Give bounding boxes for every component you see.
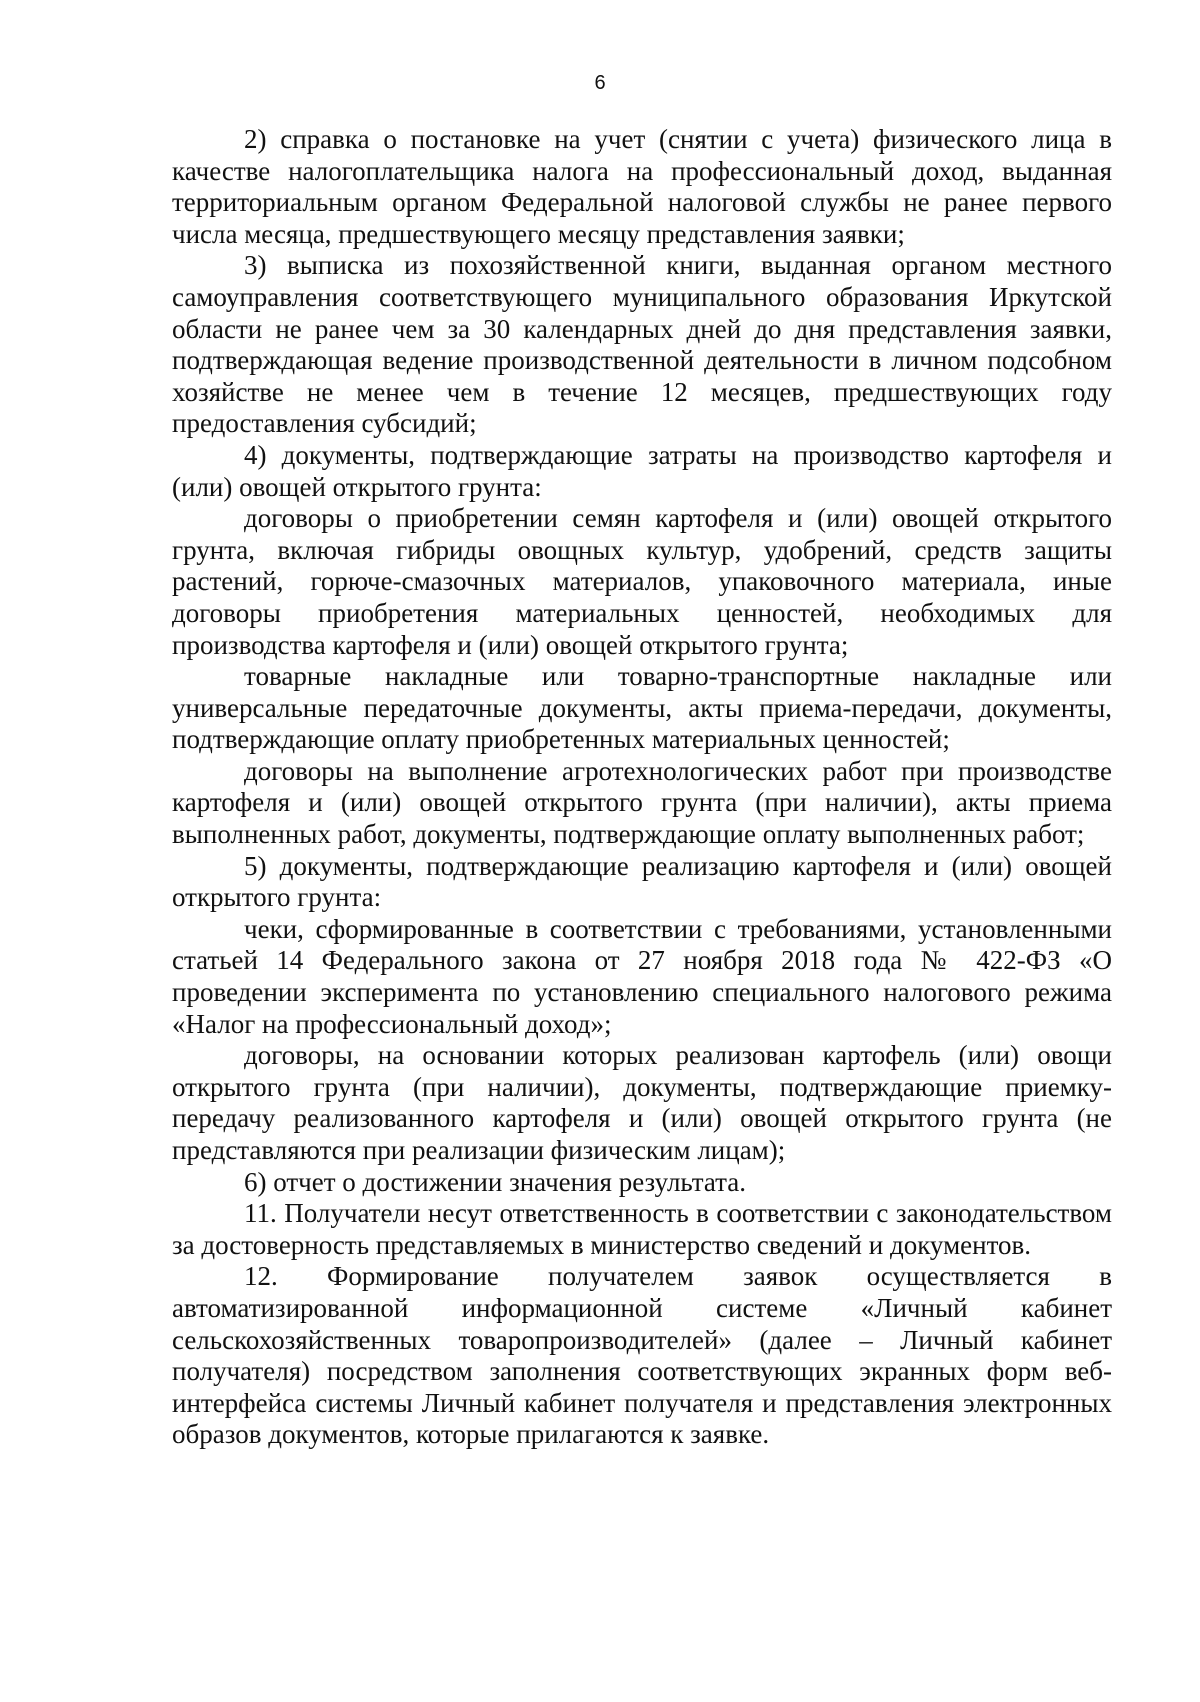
- paragraph-item-4: 4) документы, подтверждающие затраты на производство картофеля и (или) овощей открытого грунта:: [172, 439, 1112, 502]
- paragraph-receipts: чеки, сформированные в соответствии с требованиями, установленными статьей 14 Федерального закона от 27 ноября 2018 года № 422-ФЗ «О проведении эксперимента по установлению специального налогового режима «Налог на профессиональный доход»;: [172, 913, 1112, 1039]
- paragraph-section-11: 11. Получатели несут ответственность в соответствии с законодательством за достоверность представляемых в министерство сведений и документов.: [172, 1198, 1112, 1260]
- paragraph-item-3: 3) выписка из похозяйственной книги, выданная органом местного самоуправления соответствующего муниципального образования Иркутской области не ранее чем за 30 календарных дней до дня представления заявки, подтверждающая ведение производственной деятельности в личном подсобном хозяйстве не менее чем в течение 12 месяцев, предшествующих году предоставления субсидий;: [172, 250, 1112, 439]
- document-body: [172, 124, 1112, 1451]
- paragraph-item-2: 2) справка о постановке на учет (снятии с учета) физического лица в качестве налогоплательщика налога на профессиональный доход, выданная территориальным органом Федеральной налоговой службы не ранее первого числа месяца, предшествующего месяцу представления заявки;: [172, 124, 1112, 249]
- page-number: 6: [594, 72, 606, 94]
- paragraph-section-12: 12. Формирование получателем заявок осуществляется в автоматизированной информационной системе «Личный кабинет сельскохозяйственных товаропроизводителей» (далее – Личный кабинет получателя) посредством заполнения соответствующих экранных форм веб-интерфейса системы Личный кабинет получателя и представления электронных образов документов, которые прилагаются к заявке.: [172, 1261, 1112, 1450]
- paragraph-agrotech-contracts: договоры на выполнение агротехнологических работ при производстве картофеля и (или) овощей открытого грунта (при наличии), акты приема выполненных работ, документы, подтверждающие оплату выполненных работ;: [172, 755, 1112, 850]
- paragraph-item-6: 6) отчет о достижении значения результата.: [244, 1166, 746, 1197]
- paragraph-purchase-contracts: договоры о приобретении семян картофеля и (или) овощей открытого грунта, включая гибриды овощных культур, удобрений, средств защиты растений, горюче-смазочных материалов, упаковочного материала, иные договоры приобретения материальных ценностей, необходимых для производства картофеля и (или) овощей открытого грунта;: [172, 503, 1112, 660]
- paragraph-sales-contracts: договоры, на основании которых реализован картофель (или) овощи открытого грунта (при наличии), документы, подтверждающие приемку-передачу реализованного картофеля и (или) овощей открытого грунта (не представляются при реализации физическим лицам);: [172, 1040, 1112, 1165]
- paragraph-item-5: 5) документы, подтверждающие реализацию картофеля и (или) овощей открытого грунта:: [172, 850, 1112, 913]
- paragraph-waybills: товарные накладные или товарно-транспортные накладные или универсальные передаточные документы, акты приема-передачи, документы, подтверждающие оплату приобретенных материальных ценностей;: [172, 661, 1112, 755]
